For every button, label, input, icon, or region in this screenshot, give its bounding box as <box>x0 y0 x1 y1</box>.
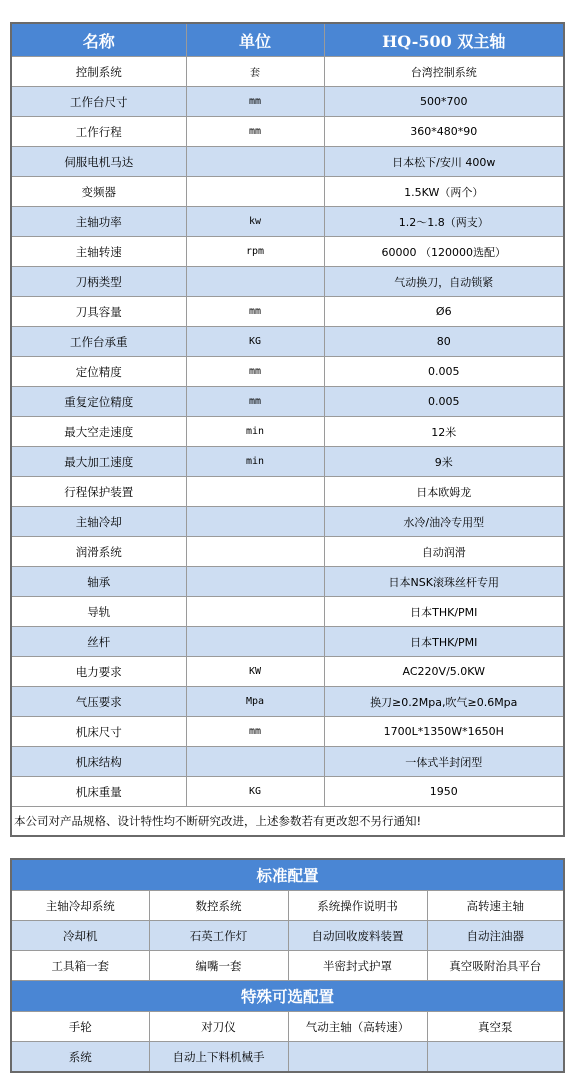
spec-unit-cell <box>186 147 324 177</box>
spec-value-cell: 日本THK/PMI <box>324 627 564 657</box>
spec-row <box>11 177 564 207</box>
spec-name-cell: 主轴功率 <box>11 207 186 237</box>
spec-value-cell: 9米 <box>324 447 564 477</box>
header-unit: 单位 <box>186 23 324 57</box>
spec-name-cell: 刀具容量 <box>11 297 186 327</box>
spec-value-cell: 60000 （120000选配） <box>324 237 564 267</box>
spec-name-cell: 伺服电机马达 <box>11 147 186 177</box>
spec-row <box>11 267 564 297</box>
standard-config-row <box>11 891 564 921</box>
header-model: HQ-500 双主轴 <box>324 23 564 57</box>
spec-value-cell: 日本松下/安川 400w <box>324 147 564 177</box>
spec-unit-cell <box>186 597 324 627</box>
spec-unit-cell: KG <box>186 777 324 807</box>
standard-config-item: 真空吸附治具平台 <box>427 951 564 981</box>
spec-row <box>11 327 564 357</box>
optional-config-item: 系统 <box>11 1042 149 1073</box>
spec-value-cell: 日本欧姆龙 <box>324 477 564 507</box>
spec-unit-cell <box>186 507 324 537</box>
spec-unit-cell: mm <box>186 87 324 117</box>
spec-row <box>11 747 564 777</box>
spec-name-cell: 最大空走速度 <box>11 417 186 447</box>
spec-name-cell: 机床重量 <box>11 777 186 807</box>
standard-config-item: 高转速主轴 <box>427 891 564 921</box>
standard-config-item: 自动回收废料装置 <box>288 921 427 951</box>
optional-config-row <box>11 1012 564 1042</box>
optional-config-item: 对刀仪 <box>149 1012 288 1042</box>
spec-unit-cell: KG <box>186 327 324 357</box>
spec-name-cell: 机床结构 <box>11 747 186 777</box>
spec-value-cell: 1950 <box>324 777 564 807</box>
spec-row <box>11 387 564 417</box>
spec-value-cell: 1.5KW（两个） <box>324 177 564 207</box>
spec-unit-cell <box>186 567 324 597</box>
spec-name-cell: 行程保护装置 <box>11 477 186 507</box>
spec-row <box>11 57 564 87</box>
spec-row <box>11 627 564 657</box>
spec-value-cell: 1.2～1.8（两支） <box>324 207 564 237</box>
spec-row <box>11 117 564 147</box>
spec-row <box>11 657 564 687</box>
spec-value-cell: 日本NSK滚珠丝杆专用 <box>324 567 564 597</box>
spec-name-cell: 工作台尺寸 <box>11 87 186 117</box>
standard-config-row <box>11 921 564 951</box>
spec-name-cell: 定位精度 <box>11 357 186 387</box>
spec-name-cell: 重复定位精度 <box>11 387 186 417</box>
spec-value-cell: 0.005 <box>324 357 564 387</box>
optional-config-item: 自动上下料机械手 <box>149 1042 288 1073</box>
spec-name-cell: 电力要求 <box>11 657 186 687</box>
spec-unit-cell <box>186 177 324 207</box>
optional-config-title: 特殊可选配置 <box>11 981 564 1012</box>
spec-row <box>11 87 564 117</box>
spec-value-cell: AC220V/5.0KW <box>324 657 564 687</box>
spec-row <box>11 417 564 447</box>
standard-config-item: 冷却机 <box>11 921 149 951</box>
spec-name-cell: 机床尺寸 <box>11 717 186 747</box>
config-table <box>10 858 565 1073</box>
spec-value-cell: 1700L*1350W*1650H <box>324 717 564 747</box>
spec-row <box>11 147 564 177</box>
standard-config-item: 石英工作灯 <box>149 921 288 951</box>
spec-row <box>11 477 564 507</box>
spec-name-cell: 刀柄类型 <box>11 267 186 297</box>
spec-unit-cell: Mpa <box>186 687 324 717</box>
standard-config-item: 半密封式护罩 <box>288 951 427 981</box>
standard-config-row <box>11 951 564 981</box>
standard-config-title-row <box>11 859 564 891</box>
spec-value-cell: 12米 <box>324 417 564 447</box>
disclaimer-note: 本公司对产品规格、设计特性均不断研究改进，上述参数若有更改恕不另行通知! <box>11 807 564 837</box>
spec-unit-cell <box>186 267 324 297</box>
optional-config-item <box>288 1042 427 1073</box>
spec-unit-cell: 套 <box>186 57 324 87</box>
spec-name-cell: 工作台承重 <box>11 327 186 357</box>
spec-row <box>11 447 564 477</box>
spec-name-cell: 导轨 <box>11 597 186 627</box>
standard-config-item: 工具箱一套 <box>11 951 149 981</box>
spec-name-cell: 工作行程 <box>11 117 186 147</box>
spec-value-cell: 水冷/油冷专用型 <box>324 507 564 537</box>
spec-value-cell: 360*480*90 <box>324 117 564 147</box>
spec-unit-cell <box>186 477 324 507</box>
spec-name-cell: 润滑系统 <box>11 537 186 567</box>
spec-unit-cell: min <box>186 417 324 447</box>
spec-unit-cell: rpm <box>186 237 324 267</box>
spec-value-cell: 自动润滑 <box>324 537 564 567</box>
spec-name-cell: 丝杆 <box>11 627 186 657</box>
spec-row <box>11 357 564 387</box>
spec-header-row <box>11 23 564 57</box>
spec-unit-cell: mm <box>186 717 324 747</box>
spec-value-cell: 一体式半封闭型 <box>324 747 564 777</box>
spec-name-cell: 气压要求 <box>11 687 186 717</box>
spec-row <box>11 207 564 237</box>
spec-unit-cell <box>186 627 324 657</box>
spec-name-cell: 主轴冷却 <box>11 507 186 537</box>
spec-row <box>11 237 564 267</box>
spec-unit-cell: mm <box>186 387 324 417</box>
spec-value-cell: 台湾控制系统 <box>324 57 564 87</box>
spec-row <box>11 567 564 597</box>
optional-config-item <box>427 1042 564 1073</box>
spec-value-cell: 日本THK/PMI <box>324 597 564 627</box>
standard-config-item: 数控系统 <box>149 891 288 921</box>
standard-config-item: 自动注油器 <box>427 921 564 951</box>
spec-name-cell: 最大加工速度 <box>11 447 186 477</box>
spec-row <box>11 597 564 627</box>
spec-row <box>11 687 564 717</box>
standard-config-item: 主轴冷却系统 <box>11 891 149 921</box>
optional-config-item: 气动主轴（高转速） <box>288 1012 427 1042</box>
spec-note-row <box>11 807 564 837</box>
spec-row <box>11 717 564 747</box>
spec-name-cell: 控制系统 <box>11 57 186 87</box>
optional-config-item: 真空泵 <box>427 1012 564 1042</box>
spec-row <box>11 297 564 327</box>
standard-config-item: 系统操作说明书 <box>288 891 427 921</box>
optional-config-row <box>11 1042 564 1073</box>
spec-unit-cell: min <box>186 447 324 477</box>
spec-unit-cell: mm <box>186 357 324 387</box>
spec-body <box>11 57 564 837</box>
spec-row <box>11 537 564 567</box>
optional-config-title-row <box>11 981 564 1012</box>
spec-name-cell: 主轴转速 <box>11 237 186 267</box>
spec-unit-cell <box>186 537 324 567</box>
spec-row <box>11 777 564 807</box>
spec-unit-cell: KW <box>186 657 324 687</box>
spec-table <box>10 22 565 837</box>
standard-config-title: 标准配置 <box>11 859 564 891</box>
spec-unit-cell: kw <box>186 207 324 237</box>
spec-value-cell: 换刀≥0.2Mpa,吹气≥0.6Mpa <box>324 687 564 717</box>
spec-unit-cell <box>186 747 324 777</box>
config-body <box>11 859 564 1072</box>
spec-value-cell: 80 <box>324 327 564 357</box>
spec-value-cell: Ø6 <box>324 297 564 327</box>
spec-value-cell: 0.005 <box>324 387 564 417</box>
header-name: 名称 <box>11 23 186 57</box>
spec-name-cell: 变频器 <box>11 177 186 207</box>
spec-value-cell: 500*700 <box>324 87 564 117</box>
spec-value-cell: 气动换刀，自动锁紧 <box>324 267 564 297</box>
spec-unit-cell: mm <box>186 117 324 147</box>
spec-row <box>11 507 564 537</box>
spec-name-cell: 轴承 <box>11 567 186 597</box>
standard-config-item: 编嘴一套 <box>149 951 288 981</box>
spec-unit-cell: mm <box>186 297 324 327</box>
optional-config-item: 手轮 <box>11 1012 149 1042</box>
